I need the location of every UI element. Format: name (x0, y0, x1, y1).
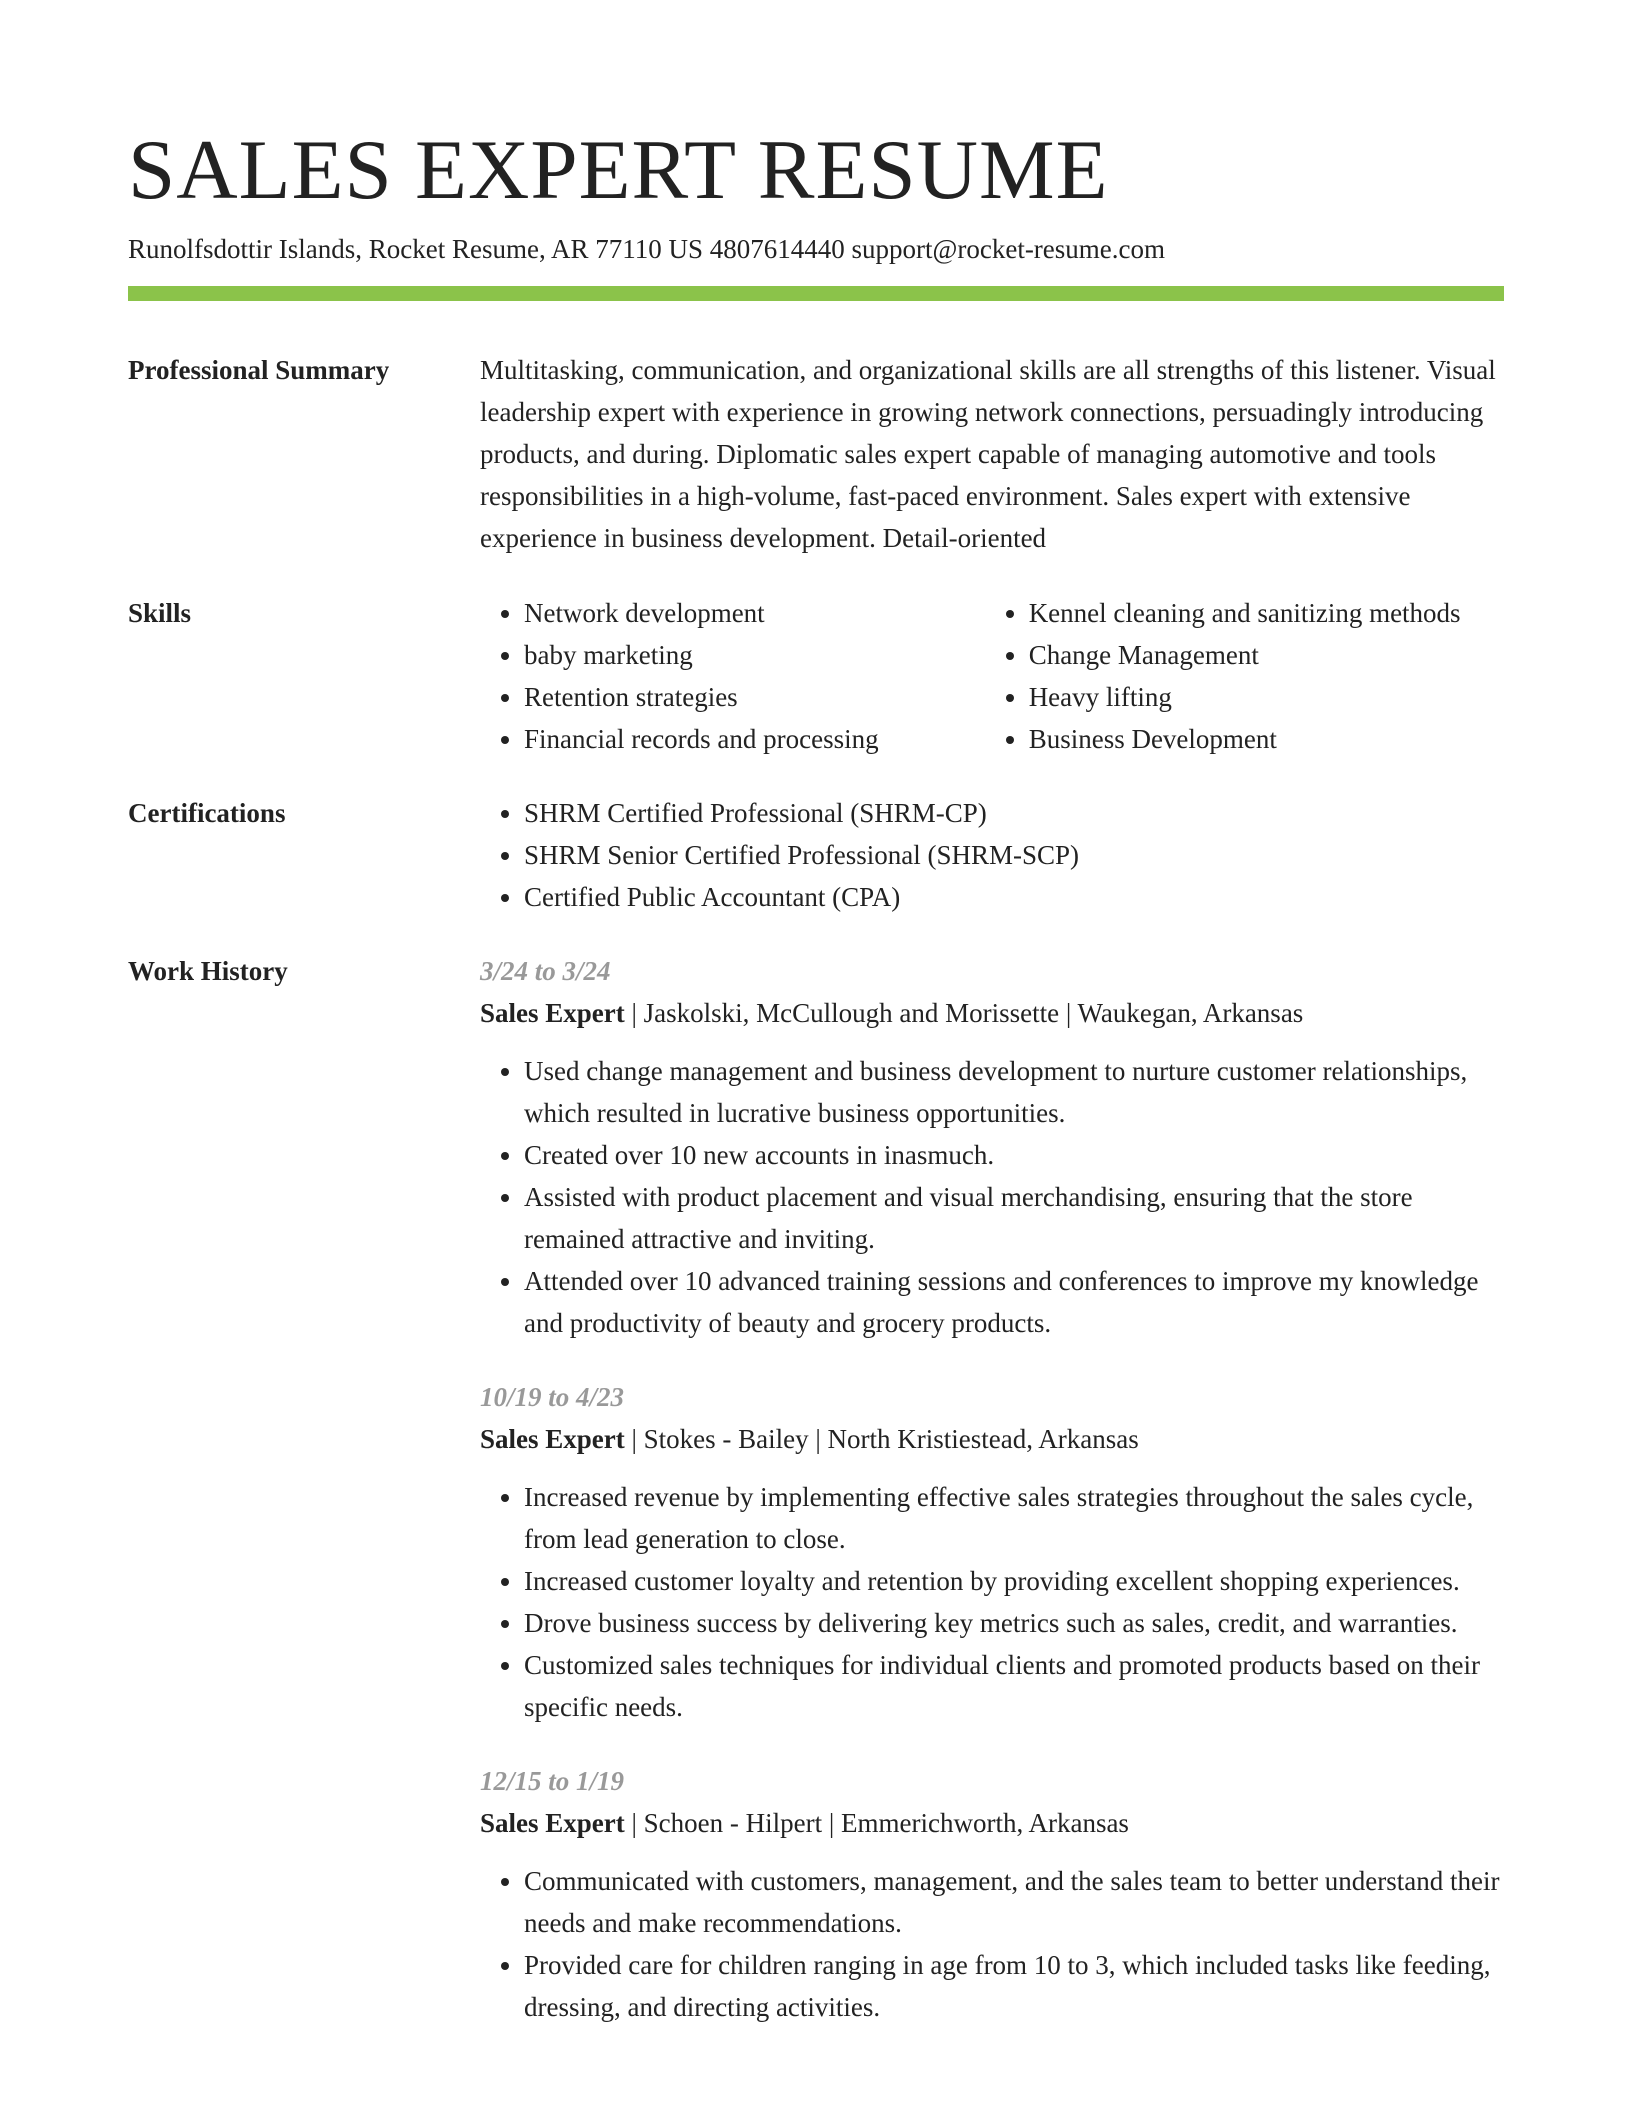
job-dates: 3/24 to 3/24 (480, 956, 611, 986)
job-dates: 10/19 to 4/23 (480, 1382, 625, 1412)
skill-item: • Financial records and processing (524, 718, 985, 760)
work-history-body (480, 950, 1504, 2060)
resume-title: SALES EXPERT RESUME (128, 123, 1109, 217)
skills-column-2 (985, 592, 1504, 760)
header-divider (128, 286, 1504, 301)
skill-item: • Kennel cleaning and sanitizing methods (1029, 592, 1504, 634)
job-bullet: • Used change management and business development to nurture customer relationships, which resulted in lucrative business opportunities. (524, 1050, 1504, 1134)
job-heading (480, 1802, 1504, 1844)
job-heading (480, 992, 1504, 1034)
job-bullet: • Created over 10 new accounts in inasmuch. (524, 1134, 1504, 1176)
job-bullets (480, 1050, 1504, 1344)
summary-heading: Professional Summary (128, 355, 390, 385)
skill-item: • Business Development (1029, 718, 1504, 760)
certification-item: • SHRM Certified Professional (SHRM-CP) (524, 792, 1504, 834)
job-bullets (480, 1860, 1504, 2028)
job-entry (480, 950, 1504, 1344)
job-bullet: • Attended over 10 advanced training sessions and conferences to improve my knowledge and productivity of beauty and grocery products. (524, 1260, 1504, 1344)
job-bullet: • Customized sales techniques for individual clients and promoted products based on their specific needs. (524, 1644, 1504, 1728)
certifications-body (480, 792, 1504, 918)
skills-column-1 (480, 592, 985, 760)
job-title: Sales Expert (480, 998, 625, 1028)
contact-line: Runolfsdottir Islands, Rocket Resume, AR 77110 US 4807614440 support@rocket-resume.com (128, 234, 1166, 264)
skill-item: • Network development (524, 592, 985, 634)
job-bullets (480, 1476, 1504, 1728)
job-heading (480, 1418, 1504, 1460)
job-details: | Schoen - Hilpert | Emmerichworth, Arkansas (624, 1808, 1129, 1838)
job-dates: 12/15 to 1/19 (480, 1766, 625, 1796)
job-title: Sales Expert (480, 1424, 625, 1454)
skill-item: • baby marketing (524, 634, 985, 676)
summary-body (480, 349, 1504, 559)
certifications-heading: Certifications (128, 798, 286, 828)
job-bullet: • Increased customer loyalty and retention by providing excellent shopping experiences. (524, 1560, 1504, 1602)
job-entry (480, 1760, 1504, 2028)
skill-item: • Change Management (1029, 634, 1504, 676)
certifications-list (480, 792, 1504, 918)
job-details: | Stokes - Bailey | North Kristiestead, Arkansas (624, 1424, 1139, 1454)
skills-body (480, 592, 1504, 760)
job-bullet: • Drove business success by delivering key metrics such as sales, credit, and warranties. (524, 1602, 1504, 1644)
job-title: Sales Expert (480, 1808, 625, 1838)
job-bullet: • Provided care for children ranging in age from 10 to 3, which included tasks like feeding, dressing, and directing activities. (524, 1944, 1504, 2028)
job-bullet: • Communicated with customers, management, and the sales team to better understand their needs and make recommendations. (524, 1860, 1504, 1944)
job-entry (480, 1376, 1504, 1728)
certification-item: • SHRM Senior Certified Professional (SHRM-SCP) (524, 834, 1504, 876)
job-details: | Jaskolski, McCullough and Morissette | Waukegan, Arkansas (624, 998, 1304, 1028)
summary-text: Multitasking, communication, and organizational skills are all strengths of this listener. Visual leadership expert with experience in growing network connections, persuadingly introducing products, and during. Diplomatic sales expert capable of managing automotive and tools responsibilities in a high-volume, fast-paced environment. Sales expert with extensive experience in business development. Detail-oriented (480, 355, 1496, 553)
certification-item: • Certified Public Accountant (CPA) (524, 876, 1504, 918)
job-bullet: • Assisted with product placement and visual merchandising, ensuring that the store remained attractive and inviting. (524, 1176, 1504, 1260)
job-bullet: • Increased revenue by implementing effective sales strategies throughout the sales cycle, from lead generation to close. (524, 1476, 1504, 1560)
work-history-heading: Work History (128, 956, 288, 986)
skills-heading: Skills (128, 598, 192, 628)
skill-item: • Heavy lifting (1029, 676, 1504, 718)
skill-item: • Retention strategies (524, 676, 985, 718)
